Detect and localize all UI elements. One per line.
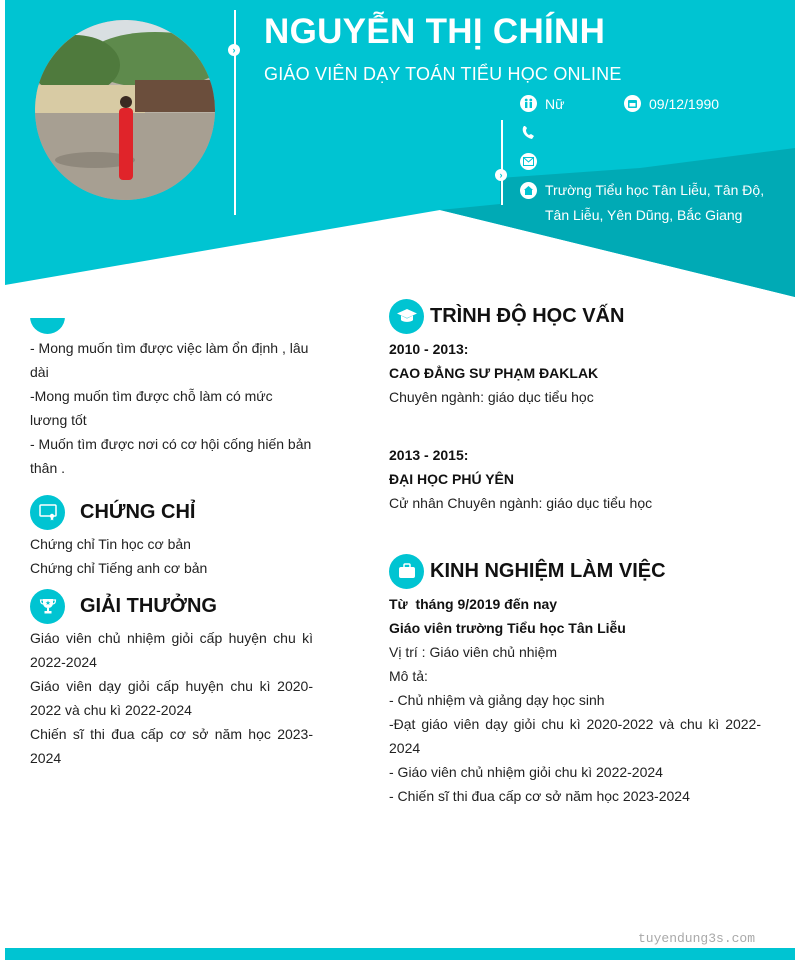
certificates-list [30, 532, 313, 580]
experience-company: Giáo viên trường Tiểu học Tân Liễu [389, 620, 626, 636]
chevron-right-icon: › [495, 169, 507, 181]
award-item: Giáo viên dạy giỏi cấp huyện chu kì 2020-2022 và chu kì 2022-2024 [30, 678, 313, 718]
avatar [35, 20, 215, 200]
certificates-title: CHỨNG CHỈ [80, 500, 196, 523]
email-info [520, 153, 545, 170]
email-icon [520, 153, 537, 170]
calendar-icon [624, 95, 641, 112]
education-section-header [389, 298, 761, 334]
briefcase-icon [389, 554, 424, 589]
education-entry [389, 337, 761, 409]
graduation-cap-icon [389, 299, 424, 334]
experience-desc-item: - Chiến sĩ thi đua cấp cơ sở năm học 2023-2024 [389, 788, 690, 804]
awards-title: GIẢI THƯỞNG [80, 594, 217, 617]
objective-item: - Muốn tìm được nơi có cơ hội cống hiến bản thân . [30, 436, 312, 476]
birthday-value: 09/12/1990 [649, 95, 720, 112]
experience-period: Từ tháng 9/2019 đến nay [389, 596, 558, 612]
experience-section-header [389, 553, 761, 589]
certificate-item: Chứng chỉ Tiếng anh cơ bản [30, 560, 208, 576]
phone-icon [520, 124, 537, 141]
header-divider-line [234, 10, 236, 215]
award-item: Chiến sĩ thi đua cấp cơ sở năm học 2023-2024 [30, 726, 313, 766]
contact-divider-line [501, 120, 503, 205]
education-school: CAO ĐẲNG SƯ PHẠM ĐAKLAK [389, 365, 599, 381]
experience-entry [389, 592, 761, 808]
experience-desc-item: - Giáo viên chủ nhiệm giỏi chu kì 2022-2024 [389, 764, 663, 780]
gender-value: Nữ [545, 95, 565, 112]
job-title: GIÁO VIÊN DẠY TOÁN TIỂU HỌC ONLINE [264, 64, 622, 84]
education-detail: Cử nhân Chuyên ngành: giáo dục tiểu học [389, 495, 653, 511]
trophy-icon [30, 589, 65, 624]
awards-section-header [30, 588, 313, 624]
experience-desc-item: - Chủ nhiệm và giảng dạy học sinh [389, 692, 605, 708]
experience-position: Vị trí : Giáo viên chủ nhiệm [389, 644, 558, 660]
phone-info [520, 124, 545, 141]
footer-bar [5, 948, 795, 960]
objective-item: - Mong muốn tìm được việc làm ổn định , lâu dài [30, 340, 309, 380]
avatar-photo [35, 20, 215, 200]
award-item: Giáo viên chủ nhiệm giỏi cấp huyện chu kì 2022-2024 [30, 630, 313, 670]
right-column [389, 298, 761, 808]
education-entry [389, 443, 761, 515]
watermark: tuyendung3s.com [638, 931, 756, 946]
education-title: TRÌNH ĐỘ HỌC VẤN [430, 304, 625, 327]
objective-list [30, 336, 313, 480]
address-line-1: Trường Tiểu học Tân Liễu, Tân Độ, [545, 182, 765, 198]
experience-desc-label: Mô tả: [389, 668, 428, 684]
gender-icon [520, 95, 537, 112]
experience-title: KINH NGHIỆM LÀM VIỆC [430, 559, 666, 582]
certificate-icon [30, 495, 65, 530]
gender-info [520, 95, 564, 112]
objective-item: -Mong muốn tìm được chỗ làm có mức lương tốt [30, 388, 273, 428]
education-school: ĐẠI HỌC PHÚ YÊN [389, 471, 514, 487]
education-detail: Chuyên ngành: giáo dục tiểu học [389, 389, 594, 405]
chevron-right-icon: › [228, 44, 240, 56]
address-line-2: Tân Liễu, Yên Dũng, Bắc Giang [545, 207, 743, 223]
candidate-name: NGUYỄN THỊ CHÍNH [264, 12, 606, 51]
experience-desc-item: -Đạt giáo viên dạy giỏi chu kì 2020-2022 và chu kì 2022-2024 [389, 716, 761, 756]
home-icon [520, 182, 537, 199]
education-period: 2013 - 2015: [389, 447, 469, 463]
left-column [30, 298, 313, 770]
birthday-info [624, 95, 719, 112]
certificate-item: Chứng chỉ Tin học cơ bản [30, 536, 191, 552]
certificates-section-header [30, 494, 313, 530]
address-info [520, 181, 764, 228]
education-period: 2010 - 2013: [389, 341, 469, 357]
awards-list [30, 626, 313, 770]
